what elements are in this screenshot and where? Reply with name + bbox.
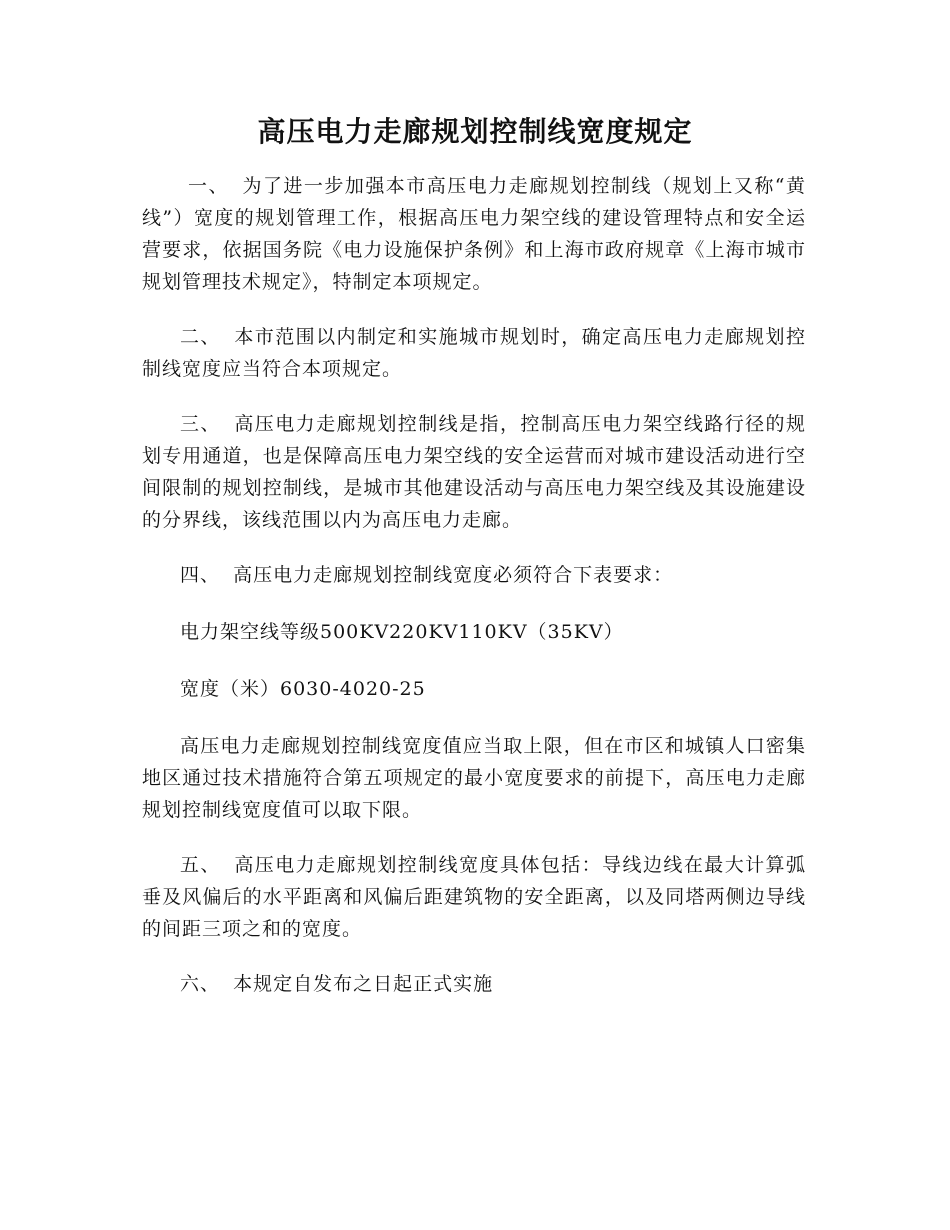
paragraph-number: 二、: [180, 326, 221, 348]
paragraph-text: 高压电力走廊规划控制线宽度具体包括：导线边线在最大计算弧垂及风偏后的水平距离和风偏后距建筑物的安全距离，以及同塔两侧边导线的间距三项之和的宽度。: [142, 854, 806, 940]
paragraph-number: 一、: [188, 175, 229, 197]
document-title: 高压电力走廊规划控制线宽度规定: [257, 115, 693, 148]
paragraph-text: 高压电力走廊规划控制线宽度必须符合下表要求：: [233, 564, 674, 586]
paragraph-1: [142, 170, 806, 298]
paragraph-5: [142, 849, 806, 945]
table-header-line: [142, 616, 806, 648]
paragraph-text: 高压电力走廊规划控制线宽度值应当取上限，但在市区和城镇人口密集地区通过技术措施符合第五项规定的最小宽度要求的前提下，高压电力走廊规划控制线宽度值可以取下限。: [142, 735, 806, 821]
paragraph-number: 五、: [180, 854, 221, 876]
paragraph-text: 高压电力走廊规划控制线是指，控制高压电力架空线路行径的规划专用通道，也是保障高压电力架空线的安全运营而对城市建设活动进行空间限制的规划控制线，是城市其他建设活动与高压电力架空线及其设施建设的分界线，该线范围以内为高压电力走廊。: [142, 413, 806, 531]
paragraph-6: [142, 968, 806, 1000]
paragraph-note: [142, 730, 806, 826]
paragraph-number: 三、: [180, 413, 221, 435]
paragraph-text: 本规定自发布之日起正式实施: [233, 973, 494, 995]
paragraph-number: 六、: [180, 973, 221, 995]
paragraph-text: 为了进一步加强本市高压电力走廊规划控制线（规划上又称“黄线”）宽度的规划管理工作，根据高压电力架空线的建设管理特点和安全运营要求，依据国务院《电力设施保护条例》和上海市政府规章《上海市城市规划管理技术规定》，特制定本项规定。: [142, 175, 806, 293]
paragraph-4: [142, 559, 806, 591]
paragraph-2: [142, 321, 806, 385]
document-body: [142, 170, 806, 1000]
paragraph-text: 宽度（米）6030-4020-25: [180, 678, 426, 700]
paragraph-text: 电力架空线等级500KV220KV110KV（35KV）: [180, 621, 624, 643]
paragraph-3: [142, 408, 806, 536]
paragraph-text: 本市范围以内制定和实施城市规划时，确定高压电力走廊规划控制线宽度应当符合本项规定。: [142, 326, 806, 380]
table-values-line: [142, 673, 806, 705]
paragraph-number: 四、: [180, 564, 221, 586]
